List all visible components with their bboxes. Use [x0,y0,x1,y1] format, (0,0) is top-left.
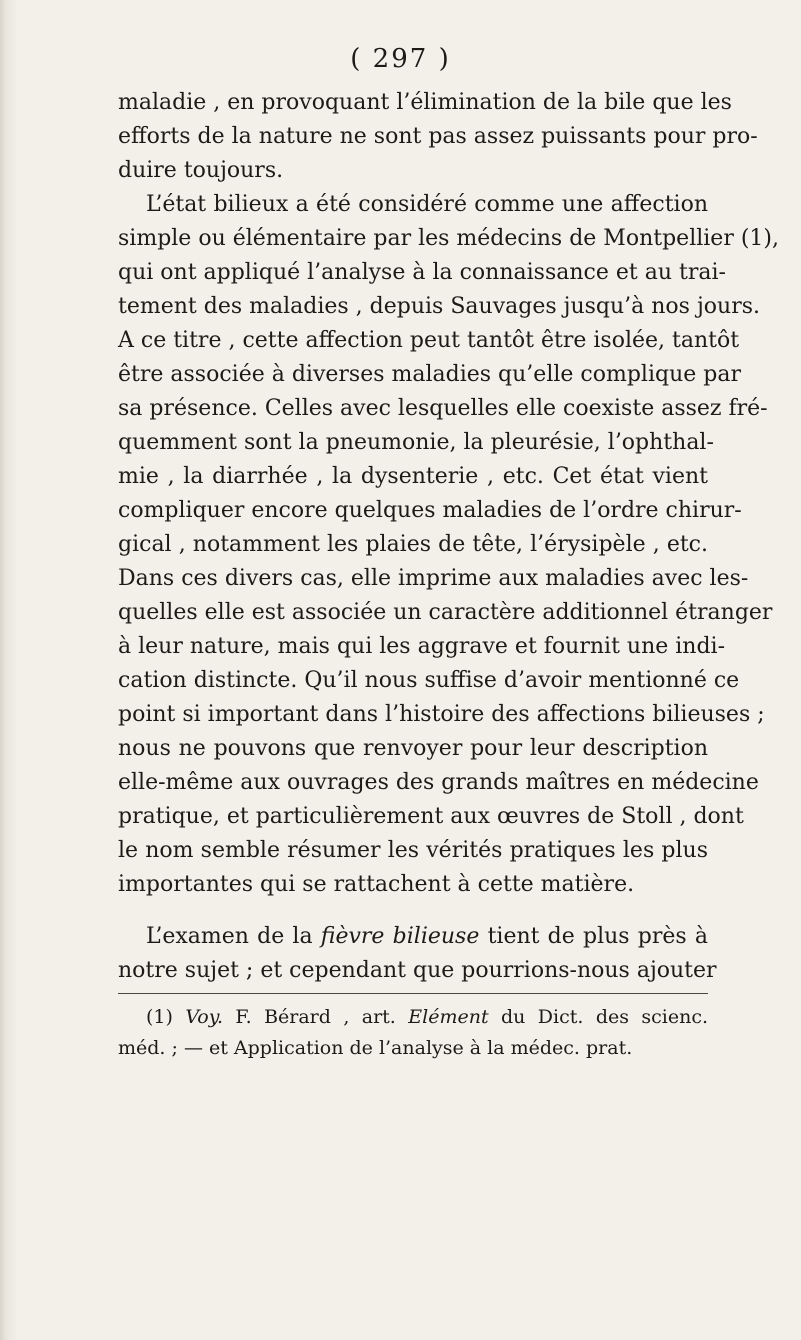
footnote-line: méd. ; — et Application de l’analyse à la médec. prat. [118,1037,633,1059]
text-line: compliquer encore quelques maladies de l’ordre chirur- [118,498,742,523]
text-line: qui ont appliqué l’analyse à la connaissance et au trai- [118,260,726,285]
text-line: cation distincte. Qu’il nous suffise d’avoir mentionné ce [118,668,740,693]
italic-term: Elément [408,1006,489,1028]
text-run: F. Bérard , art. [223,1006,409,1028]
main-text [118,86,779,988]
text-line: maladie , en provoquant l’élimination de la bile que les [118,90,732,115]
text-line: mie , la diarrhée , la dysenterie , etc. Cet état vient [118,464,708,489]
text-line [118,920,708,954]
text-line: A ce titre , cette affection peut tantôt être isolée, tantôt [118,328,740,353]
text-line: L’état bilieux a été considéré comme une affection [146,192,708,217]
text-line: être associée à diverses maladies qu’elle complique par [118,362,741,387]
text-run: du Dict. des scienc. [488,1006,709,1028]
paragraph-gap [118,902,708,920]
footnotes [118,1002,708,1064]
footnote-line [118,1002,708,1033]
text-line: sa présence. Celles avec lesquelles elle coexiste assez fré- [118,396,768,421]
italic-term: Voy. [185,1006,223,1028]
text-line: à leur nature, mais qui les aggrave et fournit une indi- [118,634,726,659]
text-line: tement des maladies , depuis Sauvages jusqu’à nos jours. [118,294,760,319]
text-line: point si important dans l’histoire des affections bilieuses ; [118,702,765,727]
text-line: quemment sont la pneumonie, la pleurésie, l’ophthal- [118,430,714,455]
text-run: tient de plus près à [479,924,709,949]
text-line: nous ne pouvons que renvoyer pour leur description [118,736,708,761]
text-line: duire toujours. [118,158,284,183]
text-line: notre sujet ; et cependant que pourrions-nous ajouter [118,958,717,983]
text-line: le nom semble résumer les vérités pratiques les plus [118,838,708,863]
footnote-marker: (1) [146,1006,186,1028]
italic-term: fièvre bilieuse [320,924,480,949]
text-line: quelles elle est associée un caractère additionnel étranger [118,600,773,625]
text-line: pratique, et particulièrement aux œuvres de Stoll , dont [118,804,744,829]
text-line: Dans ces divers cas, elle imprime aux maladies avec les- [118,566,749,591]
text-line: simple ou élémentaire par les médecins de Montpellier (1), [118,226,779,251]
text-line: efforts de la nature ne sont pas assez puissants pour pro- [118,124,758,149]
footnote-rule [118,993,708,994]
page-number: ( 297 ) [350,44,451,74]
text-line: importantes qui se rattachent à cette matière. [118,872,635,897]
text-run: L’examen de la [146,924,321,949]
text-line: elle-même aux ouvrages des grands maîtres en médecine [118,770,759,795]
text-line: gical , notamment les plaies de tête, l’érysipèle , etc. [118,532,708,557]
